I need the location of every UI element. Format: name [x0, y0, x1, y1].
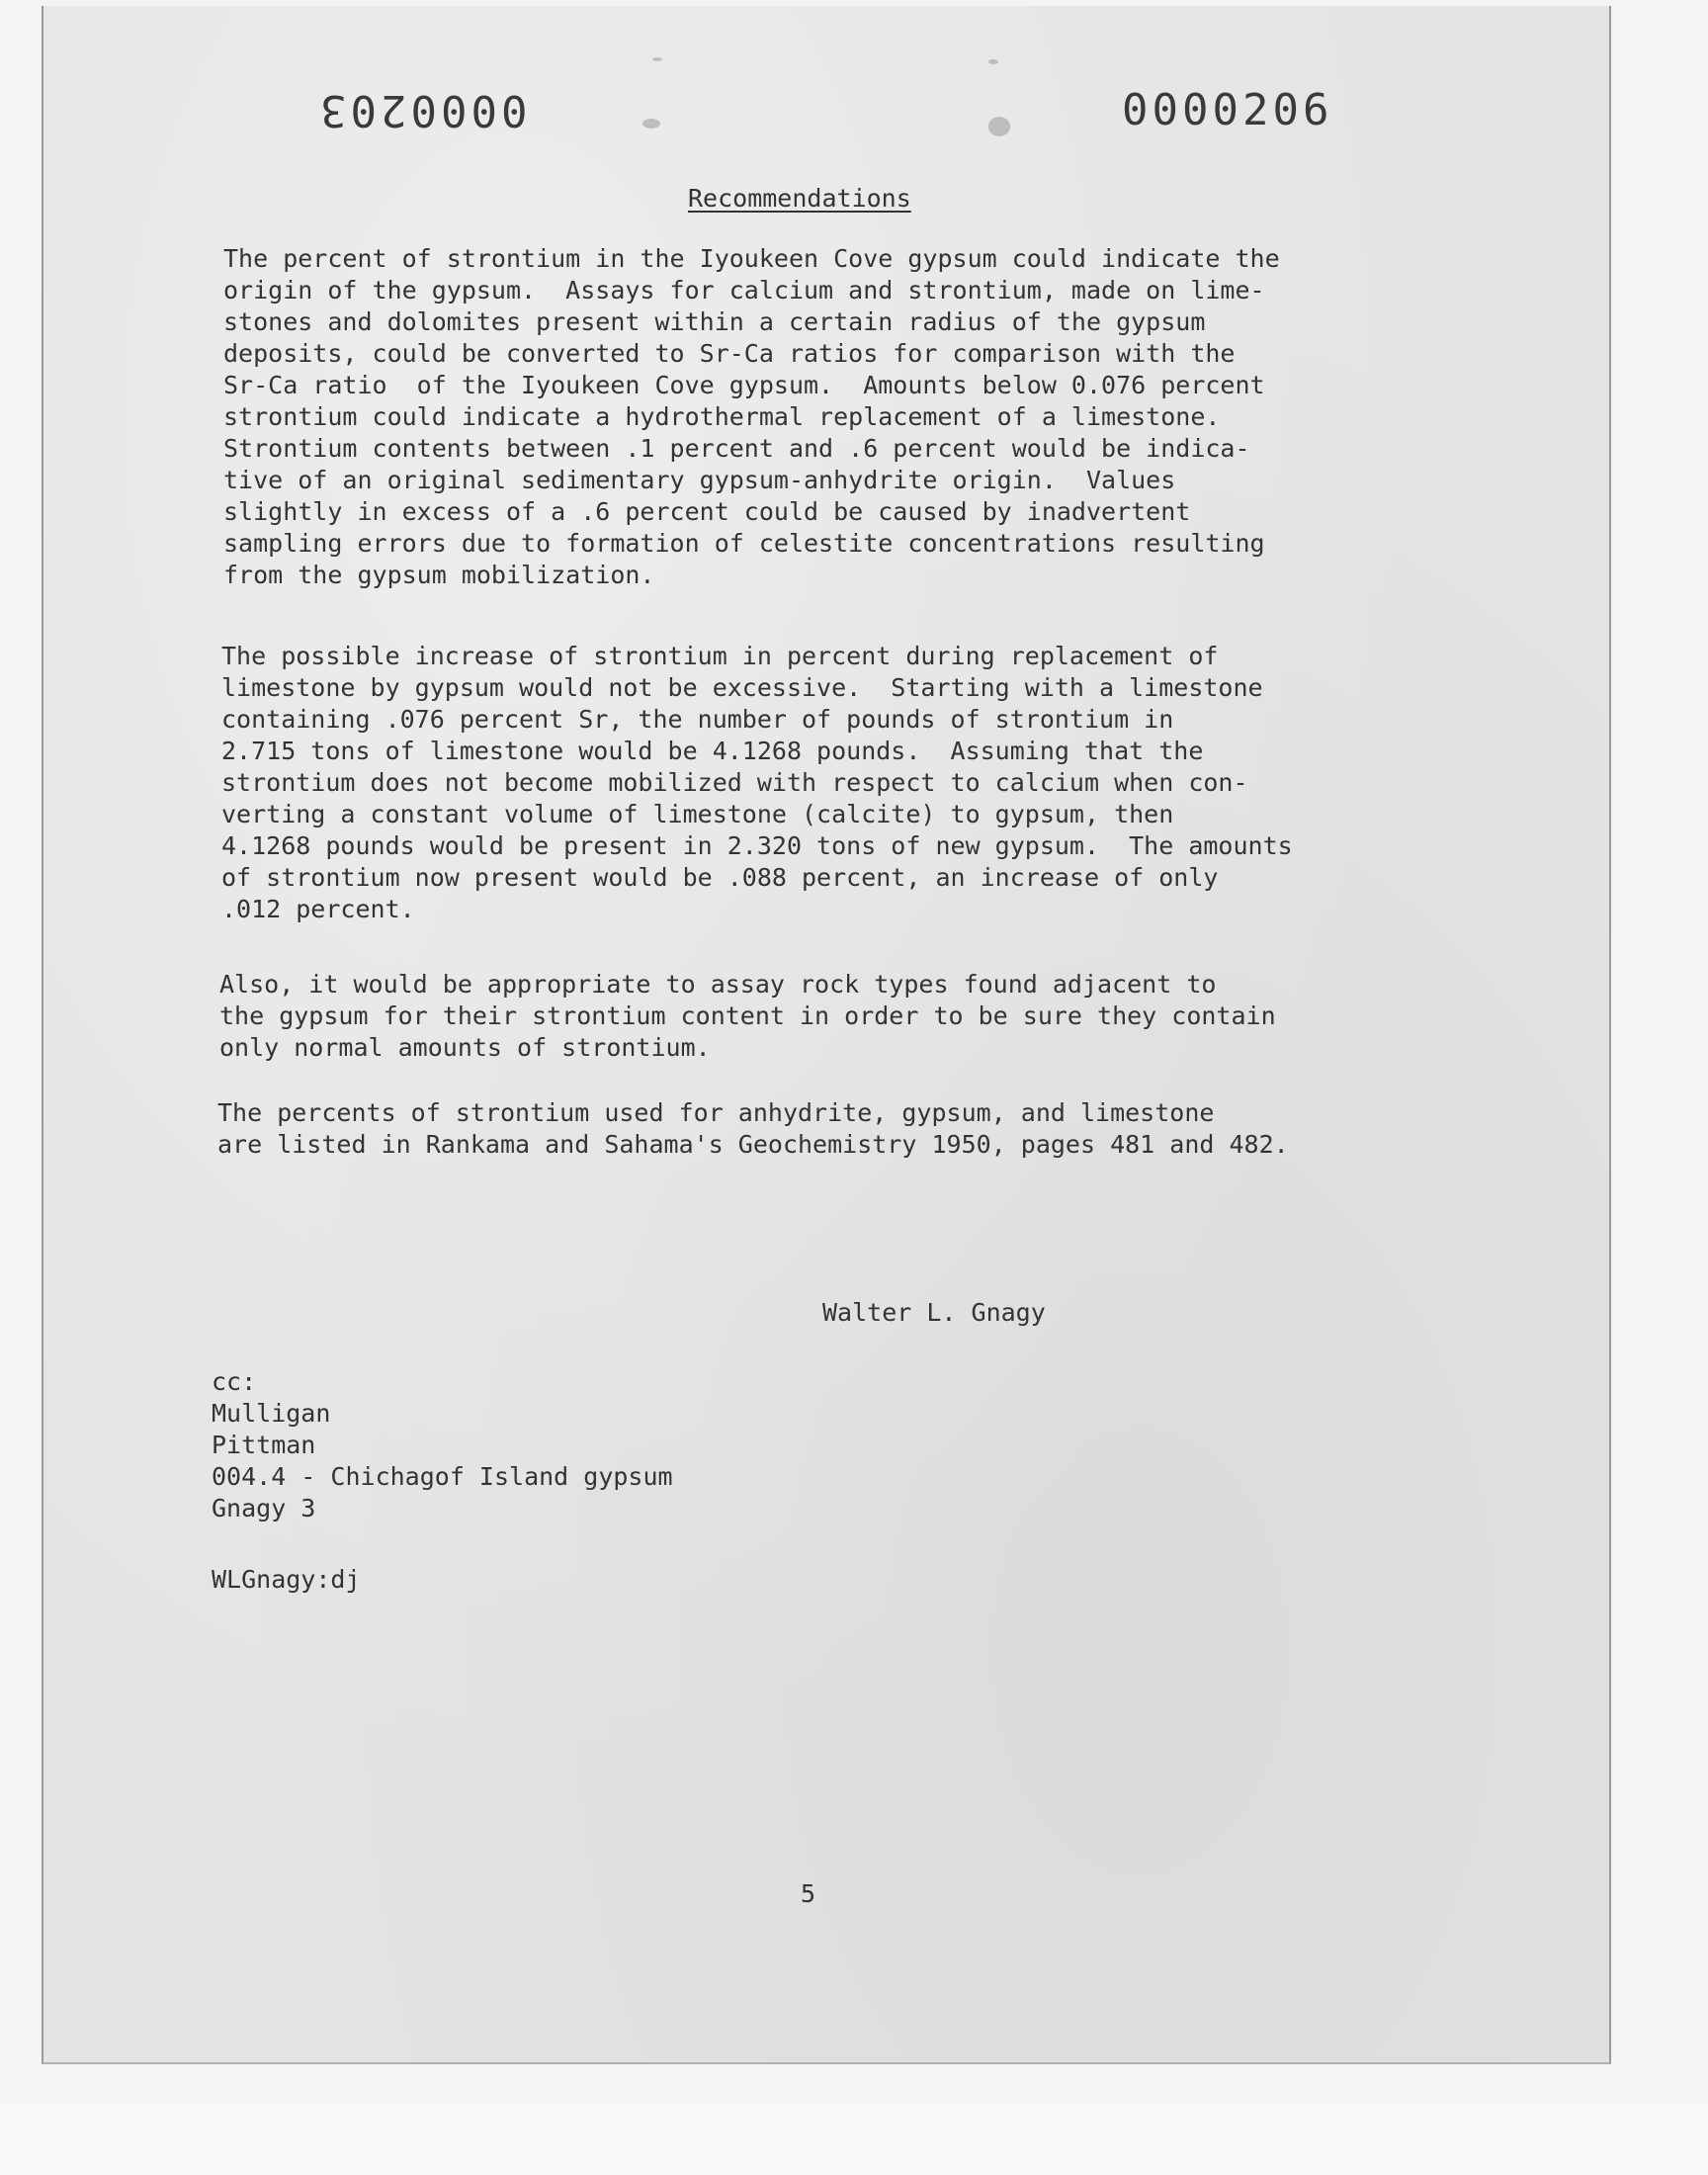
bottom-margin [0, 2104, 1708, 2175]
cc-block [212, 1366, 673, 1524]
cc-recipient: 004.4 - Chichagof Island gypsum [212, 1462, 673, 1491]
paragraph-assay-recommendation: Also, it would be appropriate to assay rock types found adjacent to the gypsum for their strontium content in order to be sure they contain only normal amounts of strontium. [219, 970, 1276, 1062]
cc-recipient: Pittman [212, 1431, 316, 1459]
paragraph-strontium-origin: The percent of strontium in the Iyoukeen Cove gypsum could indicate the origin of the gypsum. Assays for calcium and strontium, made on lime- stones and dolomites present within a certain radius of the gypsum deposits, could be converted to Sr-Ca ratios for comparison with the Sr-Ca ratio of the Iyoukeen Cove gypsum. Amounts below 0.076 percent strontium could indicate a hydrothermal replacement of a limestone. Strontium contents between .1 percent and .6 percent would be indica- tive of an original sedimentary gypsum-anhydrite origin. Values slightly in excess of a .6 percent could be caused by inadvertent sampling errors due to formation of celestite concentrations resulting from the gypsum mobilization. [223, 244, 1280, 589]
smudge-mark [652, 57, 662, 61]
cc-recipient: Mulligan [212, 1399, 331, 1428]
page-number: 5 [801, 1879, 816, 1908]
signature: Walter L. Gnagy [822, 1298, 1046, 1327]
page-title: Recommendations [688, 184, 911, 213]
paragraph-strontium-increase: The possible increase of strontium in percent during replacement of limestone by gypsum would not be excessive. Starting with a limestone containing .076 percent Sr, the number of pounds of strontium in 2.715 tons of limestone would be 4.1268 pounds. Assuming that the strontium does not become mobilized with respect to calcium when con- verting a constant volume of limestone (calcite) to gypsum, then 4.1268 pounds would be present in 2.320 tons of new gypsum. The amounts of strontium now present would be .088 percent, an increase of only .012 percent. [221, 642, 1293, 923]
paragraph-reference: The percents of strontium used for anhydrite, gypsum, and limestone are listed in Rankama and Sahama's Geochemistry 1950, pages 481 and 482. [217, 1098, 1289, 1159]
cc-recipient: Gnagy 3 [212, 1494, 316, 1522]
typist-initials: WLGnagy:dj [212, 1565, 361, 1594]
smudge-mark [642, 119, 660, 129]
page-stamp-left: 0000203 [316, 85, 528, 135]
cc-label: cc: [212, 1367, 257, 1396]
smudge-mark [988, 117, 1010, 136]
page-stamp-right: 0000206 [1122, 85, 1333, 135]
smudge-mark [988, 59, 998, 64]
